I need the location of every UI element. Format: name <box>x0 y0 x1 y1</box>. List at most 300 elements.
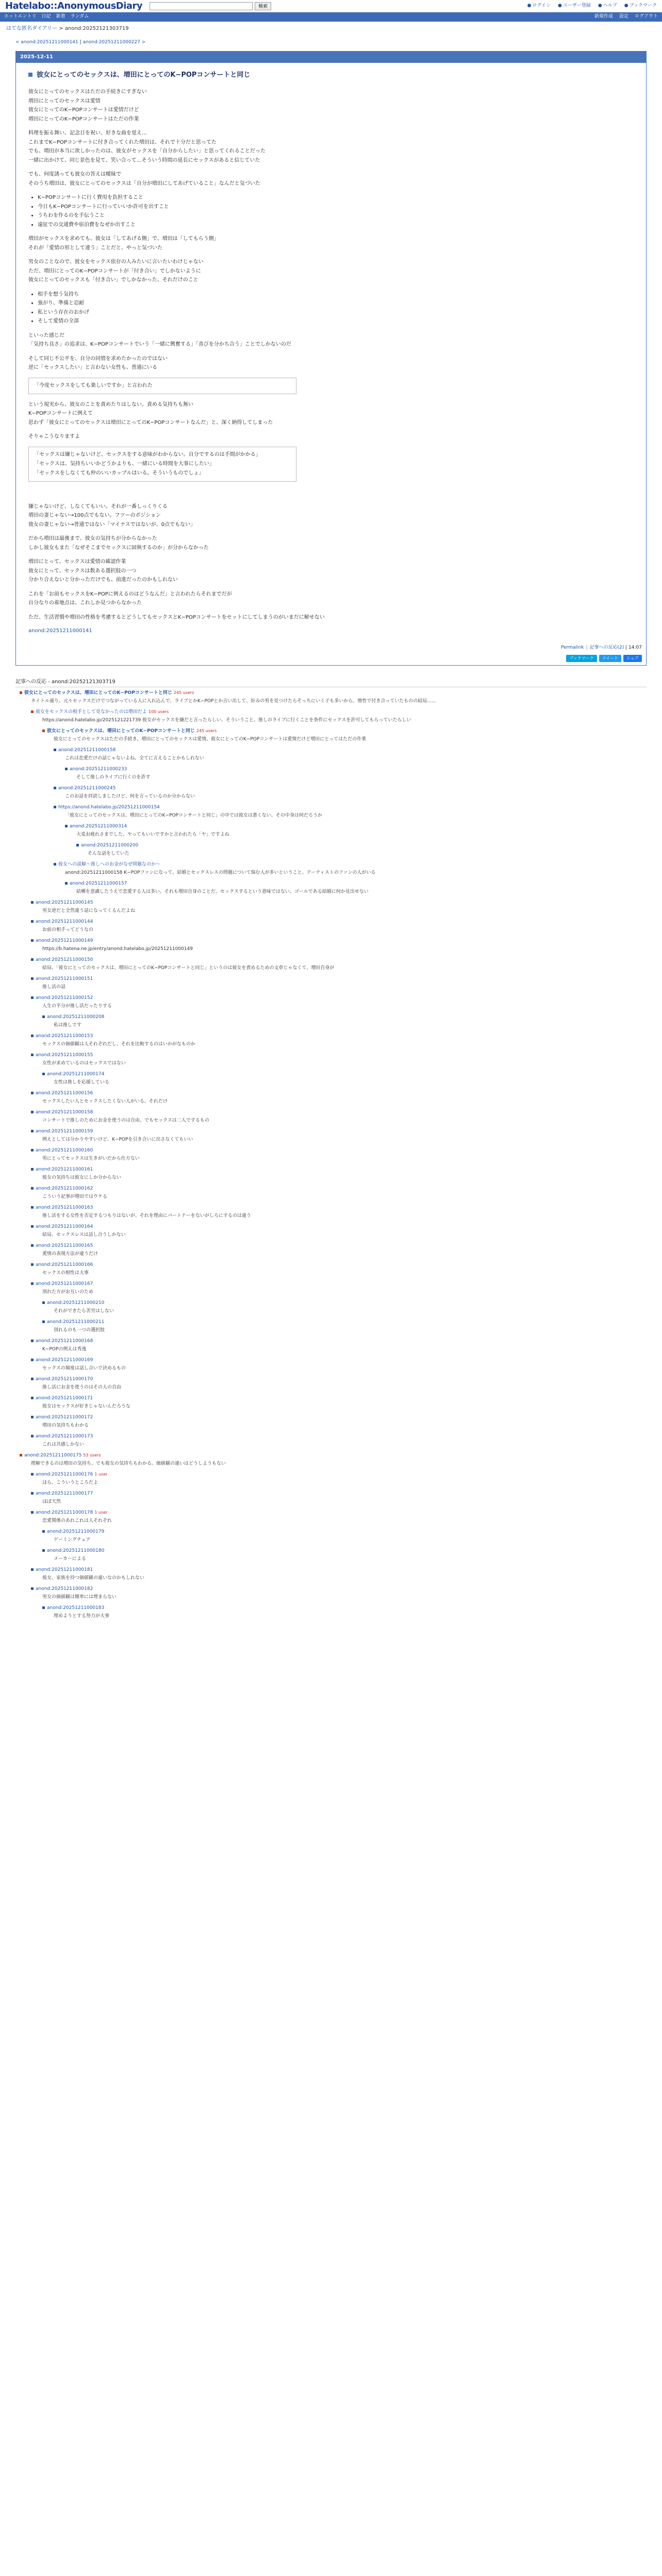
response-entry[interactable] <box>15 1299 647 1307</box>
response-entry[interactable] <box>15 1128 647 1136</box>
entry-list <box>38 193 634 229</box>
response-entry[interactable] <box>15 689 647 697</box>
response-excerpt <box>15 964 647 972</box>
response-entry[interactable] <box>15 1223 647 1231</box>
response-excerpt <box>15 755 647 762</box>
bullet-icon <box>31 1149 34 1151</box>
response-entry[interactable] <box>15 804 647 811</box>
bullet-icon <box>31 1054 34 1056</box>
response-excerpt <box>15 1060 647 1067</box>
response-link[interactable]: anond:20251211000180 <box>47 1548 105 1554</box>
response-entry[interactable] <box>15 1547 647 1555</box>
bookmark-count[interactable]: 1 user <box>94 1472 108 1477</box>
response-link[interactable]: anond:20251211000158 <box>58 748 116 753</box>
list-item: • 私という存在のおかげ <box>38 308 634 317</box>
account-links <box>527 3 657 10</box>
response-entry[interactable] <box>15 1242 647 1250</box>
response-entry[interactable] <box>15 1395 647 1402</box>
response-link[interactable]: anond:20251211000174 <box>47 1072 105 1077</box>
response-text: 別れるのも一つの選択肢 <box>54 1328 105 1333</box>
response-entry[interactable] <box>15 708 647 716</box>
response-link[interactable]: anond:20251211000182 <box>36 1586 93 1592</box>
blockquote: 「今度セックスをしても楽しいですか」と言われた <box>28 378 296 394</box>
bullet-icon <box>31 1378 34 1380</box>
entry-paragraph: ただ、生活習慣や増田の性格を考慮するとどうしてもセックスとK−POPコンサートをセットにしてしまうのがいまだに解せない <box>28 614 325 620</box>
response-entry[interactable] <box>15 1032 647 1040</box>
response-text: このお話を拝読しましたけど、何を言っているのか分からない <box>65 794 195 800</box>
response-entry[interactable] <box>15 861 647 869</box>
bullet-icon <box>20 1454 22 1456</box>
response-excerpt <box>15 1479 647 1487</box>
response-text: 理解できるのは増田の気持ち、でも彼女の気持ちもわかる。価値観の違いはどうしようもない <box>31 1461 226 1467</box>
response-entry[interactable] <box>15 994 647 1002</box>
response-excerpt <box>15 1308 647 1315</box>
response-excerpt <box>15 1174 647 1182</box>
register-link[interactable]: ● ユーザー登録 <box>558 3 591 8</box>
response-text: タイトル通り。元々セックスだけでつながっている人に入れ込んで、ライブとかK−POPとか言い出して、好みの男を見つけたらそっちにいく子も多いから、惰性で付き合っていたものの結局…… <box>31 699 437 704</box>
response-link[interactable]: anond:20251211000156 <box>36 1091 93 1096</box>
response-entry[interactable] <box>15 1337 647 1345</box>
response-excerpt <box>15 926 647 934</box>
bullet-icon <box>31 1035 34 1037</box>
help-icon: ● <box>598 3 602 8</box>
bookmark-count[interactable]: 245 users <box>196 728 217 734</box>
response-entry[interactable] <box>15 1433 647 1440</box>
response-excerpt <box>15 1536 647 1544</box>
response-text: 男女の価値観は簡単には埋まらない <box>42 1595 117 1600</box>
response-entry[interactable] <box>15 842 647 850</box>
response-entry[interactable] <box>15 727 647 735</box>
response-excerpt <box>15 793 647 801</box>
plus-icon: ● <box>558 3 562 8</box>
response-excerpt <box>15 831 647 839</box>
entry-paragraph: 増田がセックスを求めても、彼女は「してあげる側」で、増田は「してもらう側」 それが「愛情の形として違う」ことだと、やっと気づいた <box>28 236 219 251</box>
bullet-icon <box>42 1015 45 1018</box>
response-text: ゲーミングチェア <box>54 1537 91 1543</box>
response-entry[interactable] <box>15 937 647 945</box>
entry-paragraph: 嫌じゃないけど、しなくてもいい。それが一番しっくりくる 増田の妻じゃない→100点でもない。フツーのポジション 彼女の妻じゃない→普通ではない「マイナスではないが、0点でもない」 <box>28 503 196 528</box>
response-entry[interactable] <box>15 1109 647 1116</box>
entry-body <box>16 63 646 643</box>
breadcrumb: はてな匿名ダイアリー > anond:20252121303719 <box>6 26 129 31</box>
bullet-icon <box>31 1397 34 1399</box>
response-link[interactable]: anond:20251211000157 <box>70 881 127 887</box>
nav-logout[interactable]: ログアウト <box>634 14 658 20</box>
bullet-icon <box>31 1568 34 1571</box>
response-text: 恋愛関係のあれこれは人それぞれ <box>42 1518 112 1524</box>
top-bar <box>0 0 662 12</box>
response-entry[interactable] <box>15 823 647 831</box>
response-excerpt <box>15 984 647 991</box>
bullet-icon <box>42 1301 45 1304</box>
response-entry[interactable] <box>15 1376 647 1383</box>
response-text: ほぼ天然 <box>42 1499 61 1505</box>
search-input[interactable] <box>150 2 253 10</box>
response-excerpt <box>15 1403 647 1411</box>
response-entry[interactable] <box>15 1280 647 1288</box>
response-link[interactable]: anond:20251211000165 <box>36 1243 93 1249</box>
response-link[interactable]: anond:20251211000176 <box>36 1472 93 1478</box>
response-entry[interactable] <box>15 1318 647 1326</box>
response-link[interactable]: anond:20251211000164 <box>36 1224 93 1230</box>
nav-settings[interactable]: 設定 <box>619 14 628 20</box>
response-entry[interactable] <box>15 1509 647 1517</box>
next-entry-link[interactable]: anond:20251211000227 > <box>82 39 146 45</box>
nav-random[interactable]: ランダム <box>70 14 89 20</box>
bookmark-count[interactable]: 53 users <box>83 1453 101 1458</box>
tweet-button[interactable]: ツイート <box>599 655 622 662</box>
response-text: 彼女にとってのセックスはただの手続き、増田にとってのセックスは愛情。彼女にとってのK−POPコンサートは愛情だけど増田にとってはただの作業 <box>54 737 367 742</box>
bullet-icon <box>31 1282 34 1285</box>
bullet-icon <box>31 1473 34 1476</box>
share-buttons <box>16 655 646 665</box>
response-text: 埋めようとする努力が大事 <box>54 1614 110 1619</box>
response-excerpt <box>15 1079 647 1087</box>
breadcrumb-home[interactable]: はてな匿名ダイアリー <box>6 26 58 31</box>
response-entry[interactable] <box>15 899 647 907</box>
response-link[interactable]: 彼女にとってのセックスは、増田にとってのK−POPコンサートと同じ <box>24 690 172 696</box>
response-entry[interactable] <box>15 1185 647 1193</box>
bullet-icon <box>31 1111 34 1113</box>
site-logo[interactable]: Hatelabo::AnonymousDiary <box>5 0 143 11</box>
bullet-icon <box>54 863 56 866</box>
response-text: 別れた方がお互いのため <box>42 1290 94 1295</box>
response-link[interactable]: 彼女にとってのセックスは、増田にとってのK−POPコンサートと同じ <box>47 728 195 734</box>
response-text: それができたら苦労はしない <box>54 1309 114 1314</box>
bullet-icon <box>31 1187 34 1190</box>
response-entry[interactable] <box>15 1166 647 1174</box>
response-link[interactable]: anond:20251211000166 <box>36 1262 93 1268</box>
response-text: コンサートで推しのためにお金を使うのは自由、でもセックスは二人でするもの <box>42 1118 209 1124</box>
entry-pager: < anond:20251211000141 | anond:20251211000227 > <box>15 39 146 45</box>
title-square-icon <box>28 73 32 77</box>
response-entry[interactable] <box>15 880 647 888</box>
response-excerpt <box>15 774 647 782</box>
bullet-icon <box>54 749 56 751</box>
diary-entry <box>15 51 647 665</box>
response-link[interactable]: anond:20251211000145 <box>36 900 93 906</box>
response-link[interactable]: anond:20251211000171 <box>36 1396 93 1401</box>
response-entry[interactable] <box>15 1490 647 1498</box>
response-entry[interactable] <box>15 1071 647 1078</box>
entry-paragraph: でも、何度誘っても彼女の答えは曖昧で そのうち増田は、彼女にとってのセックスは「自分が増田にしてあげていること」なんだと気づいた <box>28 172 260 187</box>
response-entry[interactable] <box>15 1052 647 1059</box>
response-entry[interactable] <box>15 1357 647 1364</box>
entry-footer: Permalink | 記事への反応(2) | 14:07 <box>561 645 642 650</box>
bullet-icon <box>31 1092 34 1094</box>
response-link[interactable]: anond:20251211000181 <box>36 1567 93 1573</box>
response-entry[interactable] <box>15 956 647 964</box>
response-link[interactable]: anond:20251211000233 <box>70 767 127 772</box>
hatena-bookmark-button[interactable]: ブックマーク <box>566 655 597 662</box>
response-excerpt <box>15 1003 647 1010</box>
response-text: 推し活にお金を使うのはその人の自由 <box>42 1385 122 1391</box>
entry-date: 2025-12-11 <box>16 52 646 63</box>
entry-paragraph: そして同じ不公平を、自分の同情を求めたかったのではない 逆に「セックスしたい」と言わない女性も、普通にいる <box>28 355 168 371</box>
response-text: 人生の半分が推し活だったりする <box>42 1004 112 1009</box>
bullet-icon <box>20 691 22 694</box>
response-text: 「彼女にとってのセックスは、増田にとってのK−POPコンサートと同じ」の中では彼女は悪くない。その中身は何だろうか <box>65 813 322 819</box>
list-item: • 今日もK−POPコンサートに行っていいか許可を出すこと <box>38 202 634 212</box>
response-link[interactable]: anond:20251211000200 <box>81 843 139 849</box>
response-link[interactable]: anond:20251211000314 <box>70 824 127 829</box>
response-link[interactable]: anond:20251211000208 <box>47 1014 105 1020</box>
facebook-share-button[interactable]: シェア <box>623 655 642 662</box>
response-text: そんな話をしていた <box>88 851 130 857</box>
response-entry[interactable] <box>15 766 647 773</box>
response-text: 彼女はセックスが好きじゃないんだろうな <box>42 1404 130 1410</box>
response-text: ほら、こういうところだよ <box>42 1480 98 1486</box>
response-text: セックスの価値観は人それぞれだし、それを比較するのはいかがなものか <box>42 1042 195 1047</box>
response-link[interactable]: anond:20251211000173 <box>36 1434 93 1439</box>
response-excerpt <box>15 1155 647 1163</box>
response-excerpt <box>15 1613 647 1620</box>
response-link[interactable]: anond:20251211000149 <box>36 938 93 944</box>
bullet-icon <box>31 710 34 713</box>
response-text: セックスしたい人とセックスしたくない人がいる。それだけ <box>42 1099 168 1105</box>
response-link[interactable]: anond:20251211000153 <box>36 1033 93 1039</box>
response-text: 男女逆だと全然違う話になってくるんだよね <box>42 908 136 914</box>
response-entry[interactable] <box>15 785 647 792</box>
breadcrumb-current: anond:20252121303719 <box>64 26 129 31</box>
bullet-icon <box>31 1587 34 1590</box>
response-link[interactable]: anond:20251211000158 <box>36 1110 93 1115</box>
entry-paragraph: 男女のことなので、彼女をセックス依存の人みたいに言いたいわけじゃない ただ、増田にとってのK−POPコンサートが「付き合い」でしかないように 彼女にとってのセックスも「付き合い」でしかなかった、それだけのこと <box>28 259 204 283</box>
response-entry[interactable] <box>15 1261 647 1269</box>
response-link[interactable]: anond:20251211000177 <box>36 1491 93 1497</box>
response-excerpt <box>15 1117 647 1125</box>
bullet-icon <box>31 1130 34 1132</box>
response-excerpt <box>15 1460 647 1468</box>
response-entry[interactable] <box>15 1090 647 1097</box>
trackback-link[interactable]: 記事への反応(2) <box>589 645 624 650</box>
bullet-icon <box>76 844 79 846</box>
bookmark-count[interactable]: 245 users <box>173 690 194 696</box>
bullet-icon <box>31 996 34 999</box>
response-excerpt <box>15 945 647 953</box>
response-text: 彼女、家族を持つ価値観の違いなのかもしれない <box>42 1575 145 1581</box>
bullet-icon <box>31 1492 34 1495</box>
list-item: • 遠征での交通費や宿泊費をなぜか出すこと <box>38 221 634 230</box>
list-item: • K−POPコンサートに行く費用を負担すること <box>38 193 634 202</box>
nav-diary[interactable]: 日記 <box>41 14 51 20</box>
bullet-icon <box>31 939 34 942</box>
response-link[interactable]: anond:20251211000163 <box>36 1205 93 1211</box>
entry-list <box>38 290 634 326</box>
response-link[interactable]: anond:20251211000211 <box>47 1319 105 1325</box>
response-excerpt <box>15 736 647 743</box>
response-excerpt <box>15 1250 647 1258</box>
prev-entry-link[interactable]: < anond:20251211000141 <box>15 39 78 45</box>
response-text: 増田の気持ちもわかる <box>42 1423 89 1429</box>
bookmark-icon: ● <box>624 3 628 8</box>
bullet-icon <box>31 977 34 980</box>
response-text: 愛情の表現方法が違うだけ <box>42 1251 98 1257</box>
nav-new[interactable]: 新着 <box>56 14 65 20</box>
bookmark-link[interactable]: ● ブックマーク <box>624 3 657 8</box>
response-excerpt <box>15 812 647 820</box>
response-link[interactable]: https://anond.hatelabo.jp/20251211000154 <box>58 805 160 810</box>
response-text: 私は推しです <box>54 1023 82 1028</box>
bullet-icon <box>42 1320 45 1323</box>
bookmark-count[interactable]: 1 user <box>94 1510 108 1515</box>
bullet-icon <box>65 768 68 770</box>
user-icon: ● <box>527 3 532 8</box>
response-text: これは共感しかない <box>42 1442 85 1448</box>
bullet-icon <box>31 901 34 904</box>
nav-bar <box>0 12 662 22</box>
entry-time: | 14:07 <box>625 645 642 650</box>
response-excerpt <box>15 1441 647 1449</box>
response-link[interactable]: anond:20251211000155 <box>36 1053 93 1058</box>
response-text: お前の相手ってどうなの <box>42 927 94 933</box>
response-excerpt <box>15 698 647 705</box>
response-entry[interactable] <box>15 1147 647 1155</box>
response-text: 例えとしては分かりやすいけど、K−POPを引き合いに出さなくてもいい <box>42 1137 193 1143</box>
entry-paragraph: という現実から、彼女のことを責めたりはしない。責める気持ちも無い K−POPコンサートに例えて 思わず「彼女にとってのセックスは増田にとってのK−POPコンサートなんだ」と、深く納得してしまった <box>28 401 273 426</box>
response-link[interactable]: anond:20251211000179 <box>47 1529 105 1535</box>
response-text: K−POPの例えは秀逸 <box>42 1347 87 1352</box>
response-entry[interactable] <box>15 1204 647 1212</box>
response-excerpt <box>15 888 647 896</box>
response-text: 結局、セックスレスは話し合うしかない <box>42 1232 126 1238</box>
bullet-icon <box>31 1359 34 1361</box>
list-item: • そして愛情の全部 <box>38 317 634 326</box>
list-item: • うちわを作るのを手伝うこと <box>38 211 634 221</box>
response-excerpt <box>15 1555 647 1563</box>
entry-paragraph: 増田にとって、セックスは愛情の確認作業 彼女にとって、セックスは数ある選択肢の一つ 分かり合えないと分かっただけでも、前進だったのかもしれない <box>28 559 178 583</box>
response-link[interactable]: anond:20251211000172 <box>36 1415 93 1420</box>
response-entry[interactable] <box>15 1471 647 1479</box>
response-text: 女性が求めているのはセックスではない <box>42 1061 126 1066</box>
bullet-icon <box>54 787 56 789</box>
response-text: セックスの頻度は話し合いで決めるもの <box>42 1366 126 1371</box>
response-entry[interactable] <box>15 918 647 926</box>
response-excerpt <box>15 907 647 915</box>
response-text: これは恋愛だけの話じゃないよね。全てに言えることかもしれない <box>65 756 205 761</box>
response-link[interactable]: anond:20251211000245 <box>58 786 116 791</box>
bullet-icon <box>31 1206 34 1209</box>
response-excerpt <box>15 1231 647 1239</box>
response-link[interactable]: anond:20251211000160 <box>36 1148 93 1154</box>
response-link[interactable]: 彼女への誤解〜推しへのお金がなぜ問題なのか〜 <box>58 862 161 868</box>
bullet-icon <box>31 1168 34 1171</box>
response-excerpt <box>15 1517 647 1525</box>
blockquote: 「セックスは嫌じゃないけど、セックスをする意味がわからない。自分でするのは手間がかかる」 「セックスは、気持ちいいかどうかよりも、一緒にいる時間を大事にしたい」 「セックスをしなくても仲のいいカップルはいる。そういうものでしょ」 <box>28 447 296 482</box>
response-entry[interactable] <box>15 1414 647 1421</box>
response-link[interactable]: anond:20251211000167 <box>36 1281 93 1287</box>
response-excerpt <box>15 1574 647 1582</box>
entry-paragraph: といった感じだ 「気持ち良さ」の追求は、K−POPコンサートでいう「一緒に興奮する」「喜びを分かち合う」ことでしかないのだ <box>28 332 291 348</box>
nav-create[interactable]: 新規作成 <box>594 14 613 20</box>
bullet-icon <box>65 882 68 885</box>
response-link[interactable]: anond:20251211000150 <box>36 957 93 963</box>
response-excerpt <box>15 1365 647 1372</box>
response-excerpt <box>15 1327 647 1334</box>
response-link[interactable]: anond:20251211000152 <box>36 995 93 1001</box>
response-link[interactable]: 彼女をセックスの相手として見なかったのは増田だよ <box>36 709 147 715</box>
help-link[interactable]: ● ヘルプ <box>598 3 617 8</box>
response-entry[interactable] <box>15 1528 647 1536</box>
response-link[interactable]: anond:20251211000183 <box>47 1605 105 1611</box>
response-entry[interactable] <box>15 747 647 754</box>
response-text: 推し活の話 <box>42 985 66 990</box>
response-link[interactable]: anond:20251211000170 <box>36 1377 93 1382</box>
entry-anond-link[interactable]: anond:20251211000141 <box>28 628 92 634</box>
response-link[interactable]: anond:20251211000210 <box>47 1300 105 1306</box>
bullet-icon <box>54 806 56 808</box>
response-entry[interactable] <box>15 1566 647 1574</box>
response-entry[interactable] <box>15 1452 647 1460</box>
response-entry[interactable] <box>15 1013 647 1021</box>
bookmark-count[interactable]: 100 users <box>148 709 169 715</box>
response-link[interactable]: anond:20251211000144 <box>36 919 93 925</box>
response-text: 男にとってセックスは生きがいだから仕方ない <box>42 1156 140 1162</box>
response-excerpt <box>15 1289 647 1296</box>
list-item: • 強がり、準備と忍耐 <box>38 299 634 308</box>
response-text: 彼女の気持ちは彼女にしか分からない <box>42 1175 122 1181</box>
response-excerpt <box>15 1384 647 1392</box>
response-text: 結局、「彼女にとってのセックスは、増田にとってのK−POPコンサートと同じ」というのは彼女を責めるための文章じゃなくて、増田自身が <box>42 965 335 971</box>
response-link[interactable]: anond:20251211000178 <box>36 1510 93 1516</box>
response-excerpt <box>15 717 647 724</box>
entry-paragraph: だから増田は最後まで、彼女の気持ちが分からなかった しかし彼女もまた「なぜそこまでセックスに固執するのか」が分からなかった <box>28 536 209 551</box>
bullet-icon <box>31 920 34 923</box>
login-link[interactable]: ● ログイン <box>527 3 551 8</box>
response-excerpt <box>15 1422 647 1430</box>
bullet-icon <box>42 1606 45 1609</box>
bullet-icon <box>42 1073 45 1075</box>
response-entry[interactable] <box>15 975 647 983</box>
search-button[interactable]: 検索 <box>255 2 271 10</box>
response-excerpt <box>15 1041 647 1048</box>
response-text: メーカーによる <box>54 1556 86 1562</box>
entry-paragraph: 料理を振る舞い、記念日を祝い、好きな曲を覚え… これまでK−POPコンサートに付き合ってくれた増田は、それで十分だと思ってた でも、増田が本当に欲しかったのは、彼女がセックスを「自分からしたい」と思ってくれることだった 一緒に出かけて、同じ景色を見て、笑い合って…そういう時間の延長にセックスがあると信じていた <box>28 130 266 163</box>
bullet-icon <box>31 1263 34 1266</box>
entry-paragraph: そりゃこうなりますよ <box>28 434 80 440</box>
bullet-icon <box>31 1244 34 1247</box>
response-excerpt <box>15 1346 647 1353</box>
permalink[interactable]: Permalink <box>561 645 584 650</box>
response-excerpt <box>15 1022 647 1029</box>
responses-heading: 記事への反応 - anond:20252121303719 <box>15 678 647 688</box>
response-excerpt <box>15 869 647 877</box>
response-text: https://b.hatena.ne.jp/entry/anond.hatelabo.jp/20251211000149 <box>42 946 193 952</box>
response-text: そして推しのライブに行くのを許す <box>76 775 151 781</box>
response-text: 大変お疲れさまでした。ヤってもいいですかと言われたら「ヤ」ですよね <box>76 832 229 838</box>
nav-right <box>594 13 658 21</box>
response-entry[interactable] <box>15 1585 647 1593</box>
response-link[interactable]: anond:20251211000169 <box>36 1358 93 1363</box>
response-link[interactable]: anond:20251211000162 <box>36 1186 93 1192</box>
response-link[interactable]: anond:20251211000159 <box>36 1129 93 1134</box>
list-item: • 相手を想う気持ち <box>38 290 634 299</box>
nav-hot[interactable]: ホットエントリ <box>4 14 37 20</box>
bullet-icon <box>31 1416 34 1418</box>
response-excerpt <box>15 1594 647 1601</box>
response-excerpt <box>15 1212 647 1220</box>
response-text: 推し活をする女性を否定するつもりはないが、それを理由にパートナーをないがしろにするのは違う <box>42 1213 251 1219</box>
response-excerpt <box>15 1269 647 1277</box>
response-link[interactable]: anond:20251211000175 <box>24 1453 82 1459</box>
response-link[interactable]: anond:20251211000161 <box>36 1167 93 1173</box>
entry-title[interactable]: 彼女にとってのセックスは、増田にとってのK−POPコンサートと同じ <box>28 70 634 80</box>
response-link[interactable]: anond:20251211000168 <box>36 1338 93 1344</box>
bullet-icon <box>42 1530 45 1533</box>
response-entry[interactable] <box>15 1604 647 1612</box>
response-link[interactable]: anond:20251211000151 <box>36 976 93 982</box>
response-text: 女性は推しを応援している <box>54 1080 110 1086</box>
